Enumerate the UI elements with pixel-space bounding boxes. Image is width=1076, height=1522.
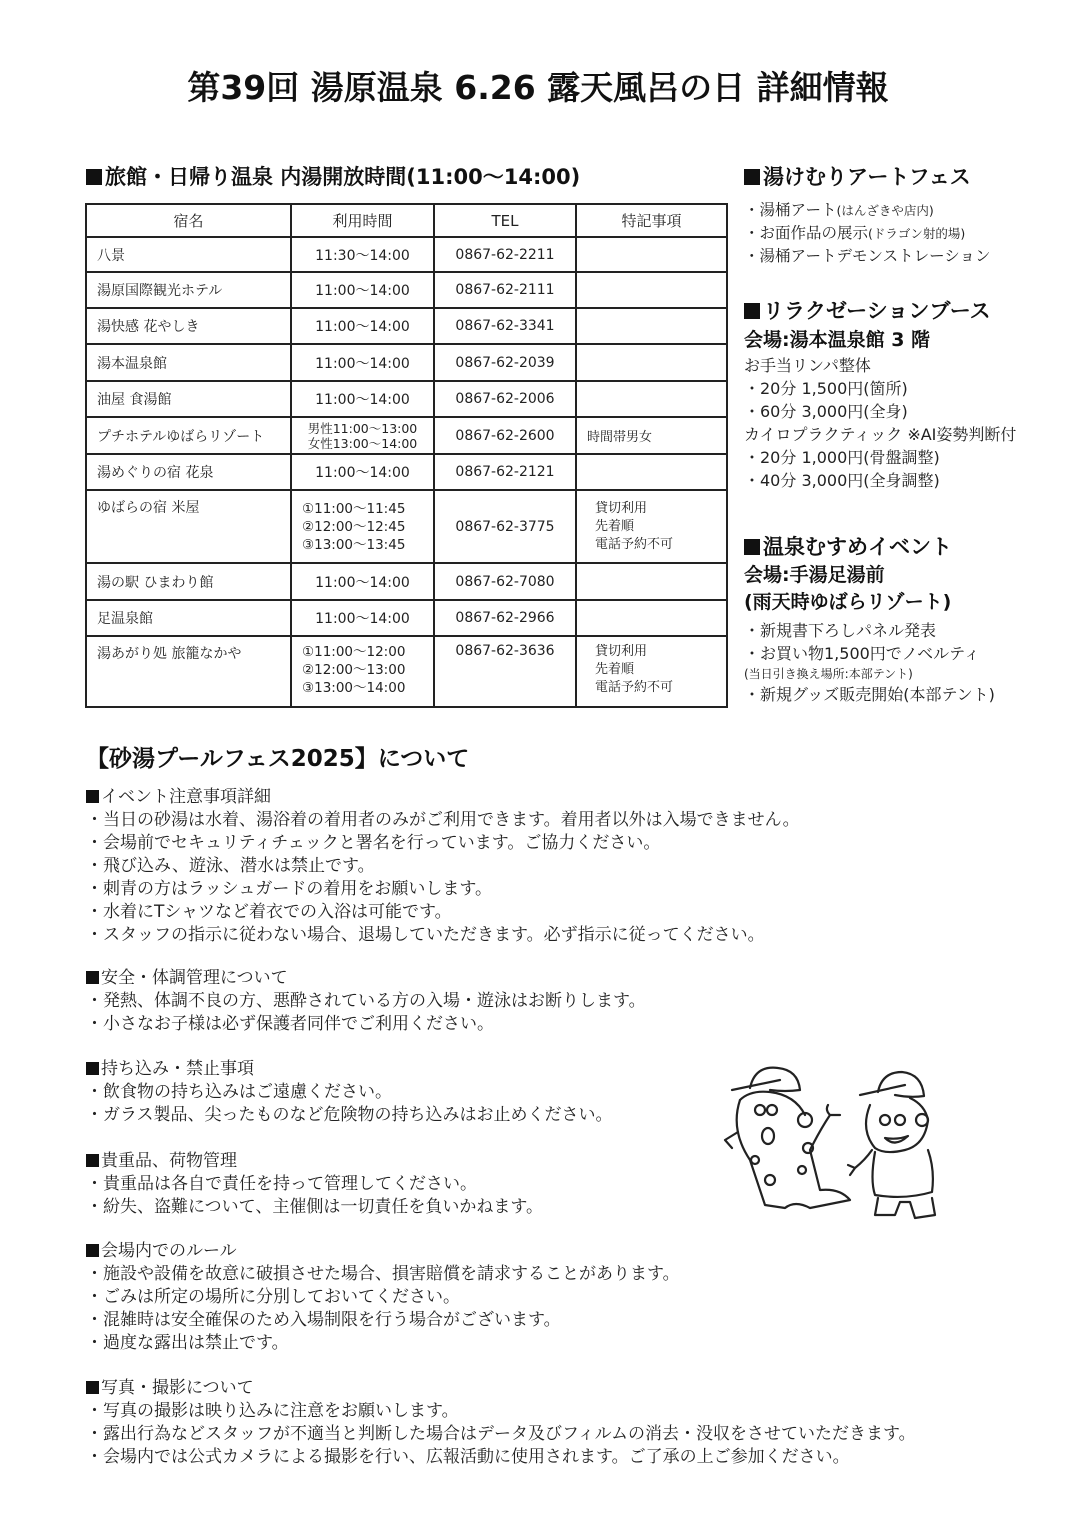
time-line: ③13:00〜13:45 — [302, 536, 406, 553]
art-fes-heading-text: 湯けむりアートフェス — [763, 165, 971, 189]
item-text: ・湯桶アート — [744, 201, 837, 219]
safety-heading — [86, 967, 646, 990]
notice-line: ・飛び込み、遊泳、潜水は禁止です。 — [86, 856, 375, 876]
table-row — [86, 381, 727, 417]
notice-section — [86, 786, 800, 947]
cell-name: 油屋 食湯館 — [86, 381, 291, 417]
prohibited-heading — [86, 1058, 613, 1081]
cell-time: 11:00〜14:00 — [291, 600, 434, 636]
cell-time — [291, 636, 434, 707]
table-row — [86, 417, 727, 454]
notice-line: ・水着にTシャツなど着衣での入浴は可能です。 — [86, 902, 452, 922]
cell-name: 湯原国際観光ホテル — [86, 272, 291, 308]
table-row — [86, 600, 727, 636]
notice-line: ・ごみは所定の場所に分別しておいてください。 — [86, 1287, 460, 1307]
column-header-note: 特記事項 — [576, 204, 727, 237]
cell-name: 足温泉館 — [86, 600, 291, 636]
list-item: ・60分 3,000円(全身) — [744, 402, 908, 421]
relax-booth-body — [744, 327, 1044, 492]
list-item-note: (当日引き換え場所:本部テント) — [744, 667, 913, 681]
cell-note — [576, 563, 727, 600]
column-header-time: 利用時間 — [291, 204, 434, 237]
onsen-heading-text: 旅館・日帰り温泉 内湯開放時間(11:00〜14:00) — [105, 165, 581, 189]
cell-time: 11:00〜14:00 — [291, 308, 434, 344]
cell-name: 湯の駅 ひまわり館 — [86, 563, 291, 600]
list-item: ・新規書下ろしパネル発表 — [744, 621, 937, 640]
column-header-tel: TEL — [434, 204, 576, 237]
cell-note — [576, 272, 727, 308]
valuables-heading — [86, 1150, 543, 1173]
notice-heading — [86, 786, 800, 809]
time-line: 男性11:00〜13:00 — [307, 420, 418, 436]
cell-time — [291, 490, 434, 563]
art-fes-list — [744, 199, 1044, 268]
cell-tel: 0867-62-2111 — [434, 272, 576, 308]
list-item — [744, 222, 1044, 245]
list-item: カイロプラクティック ※AI姿勢判断付 — [744, 425, 1017, 444]
time-line: ①11:00〜12:00 — [302, 644, 406, 660]
list-item: ・20分 1,500円(箇所) — [744, 379, 908, 398]
notice-line: ・露出行為などスタッフが不適当と判断した場合はデータ及びフィルムの消去・没収をさせていただきます。 — [86, 1424, 916, 1444]
item-subtext: (ドラゴン射的場) — [868, 226, 966, 241]
notice-line: ・会場内では公式カメラによる撮影を行い、広報活動に使用されます。ご了承の上ご参加ください。 — [86, 1447, 850, 1467]
cell-tel: 0867-62-2039 — [434, 344, 576, 381]
item-subtext: (はんざきや店内) — [836, 203, 934, 218]
musume-event-heading — [744, 531, 952, 561]
notice-line: ・小さなお子様は必ず保護者同伴でご利用ください。 — [86, 1014, 494, 1034]
square-bullet-icon — [744, 303, 760, 319]
cell-time: 11:00〜14:00 — [291, 344, 434, 381]
cell-time: 11:00〜14:00 — [291, 272, 434, 308]
cell-name: プチホテルゆばらリゾート — [86, 417, 291, 454]
cell-name: 湯あがり処 旅籠なかや — [86, 636, 291, 707]
cell-time — [291, 417, 434, 454]
notice-line: ・刺青の方はラッシュガードの着用をお願いします。 — [86, 879, 492, 899]
time-line: ①11:00〜11:45 — [302, 500, 406, 517]
notice-line: ・スタッフの指示に従わない場合、退場していただきます。必ず指示に従ってください。 — [86, 925, 765, 945]
cell-note — [576, 600, 727, 636]
square-bullet-icon — [744, 169, 760, 185]
cell-note — [576, 308, 727, 344]
cell-note — [576, 636, 727, 707]
note-line: 電話予約不可 — [595, 680, 674, 695]
cell-name: 湯めぐりの宿 花泉 — [86, 454, 291, 490]
notice-line: ・ガラス製品、尖ったものなど危険物の持ち込みはお止めください。 — [86, 1105, 613, 1125]
notice-line: ・紛失、盗難について、主催側は一切責任を負いかねます。 — [86, 1197, 543, 1217]
list-item: ・20分 1,000円(骨盤調整) — [744, 448, 940, 467]
cell-time: 11:00〜14:00 — [291, 381, 434, 417]
notice-line: ・写真の撮影は映り込みに注意をお願いします。 — [86, 1401, 459, 1421]
notice-line: ・当日の砂湯は水着、湯浴着の着用者のみがご利用できます。着用者以外は入場できません。 — [86, 810, 800, 830]
musume-venue-rain: (雨天時ゆばらリゾート) — [744, 591, 952, 613]
time-line: ②12:00〜12:45 — [302, 518, 406, 535]
note-line: 貸切利用 — [595, 500, 648, 516]
relax-booth-heading — [744, 295, 991, 325]
item-text: ・お面作品の展示 — [744, 224, 869, 242]
cell-time: 11:30〜14:00 — [291, 237, 434, 272]
rules-section — [86, 1240, 680, 1355]
cell-note — [576, 344, 727, 381]
square-bullet-icon — [744, 539, 760, 555]
table-row — [86, 454, 727, 490]
relax-venue: 会場:湯本温泉館 3 階 — [744, 329, 931, 351]
cell-name: 八景 — [86, 237, 291, 272]
notice-line: ・混雑時は安全確保のため入場制限を行う場合がございます。 — [86, 1310, 561, 1330]
cell-note: 時間帯男女 — [576, 417, 727, 454]
page-title: 第39回 湯原温泉 6.26 露天風呂の日 詳細情報 — [187, 68, 889, 107]
list-item: ・40分 3,000円(全身調整) — [744, 471, 940, 490]
cell-tel: 0867-62-2600 — [434, 417, 576, 454]
heading-text: 安全・体調管理について — [101, 968, 288, 988]
musume-venue: 会場:手湯足湯前 — [744, 564, 885, 586]
cell-tel: 0867-62-2966 — [434, 600, 576, 636]
prohibited-section — [86, 1058, 613, 1127]
square-bullet-icon — [86, 1244, 99, 1257]
notice-line: ・飲食物の持ち込みはご遠慮ください。 — [86, 1082, 392, 1102]
notice-line: ・会場前でセキュリティチェックと署名を行っています。ご協力ください。 — [86, 833, 661, 853]
square-bullet-icon — [86, 1381, 99, 1394]
cell-tel: 0867-62-3341 — [434, 308, 576, 344]
square-bullet-icon — [86, 971, 99, 984]
onsen-section-heading — [86, 161, 580, 191]
time-line: 女性13:00〜14:00 — [307, 435, 418, 451]
onsen-table — [85, 203, 728, 708]
photo-heading — [86, 1377, 916, 1400]
notice-line: ・貴重品は各自で責任を持って管理してください。 — [86, 1174, 477, 1194]
column-header-name: 宿名 — [86, 204, 291, 237]
cell-tel: 0867-62-3775 — [434, 490, 576, 563]
note-line: 先着順 — [595, 518, 635, 534]
time-line: ③13:00〜14:00 — [302, 680, 406, 696]
cell-tel: 0867-62-2211 — [434, 237, 576, 272]
cell-time: 11:00〜14:00 — [291, 563, 434, 600]
safety-section — [86, 967, 646, 1036]
heading-text: 持ち込み・禁止事項 — [101, 1059, 254, 1079]
cell-note — [576, 454, 727, 490]
mascot-characters-icon — [710, 1060, 940, 1230]
cell-time: 11:00〜14:00 — [291, 454, 434, 490]
note-line: 貸切利用 — [595, 644, 648, 659]
musume-event-body — [744, 562, 1044, 706]
square-bullet-icon — [86, 1154, 99, 1167]
list-item: ・新規グッズ販売開始(本部テント) — [744, 685, 995, 704]
musume-heading-text: 温泉むすめイベント — [763, 535, 952, 559]
heading-text: イベント注意事項詳細 — [101, 787, 271, 807]
relax-heading-text: リラクゼーションブース — [763, 299, 991, 323]
list-item: ・お買い物1,500円でノベルティ — [744, 644, 980, 663]
heading-text: 写真・撮影について — [101, 1378, 254, 1398]
table-row — [86, 308, 727, 344]
list-item: お手当リンパ整体 — [744, 356, 871, 375]
table-row — [86, 636, 727, 707]
art-fes-heading — [744, 161, 971, 191]
table-row — [86, 344, 727, 381]
table-row — [86, 490, 727, 563]
cell-note — [576, 490, 727, 563]
cell-tel: 0867-62-2006 — [434, 381, 576, 417]
cell-note — [576, 381, 727, 417]
note-line: 電話予約不可 — [595, 536, 674, 552]
cell-note — [576, 237, 727, 272]
cell-tel: 0867-62-3636 — [434, 636, 576, 707]
square-bullet-icon — [86, 169, 102, 185]
table-row — [86, 237, 727, 272]
pool-fes-title: 【砂湯プールフェス2025】について — [86, 746, 470, 772]
table-header-row — [86, 204, 727, 237]
note-line: 先着順 — [595, 662, 635, 677]
item-text: ・湯桶アートデモンストレーション — [744, 247, 991, 265]
cell-tel: 0867-62-2121 — [434, 454, 576, 490]
photo-section — [86, 1377, 916, 1469]
cell-name: 湯快感 花やしき — [86, 308, 291, 344]
list-item — [744, 245, 1044, 268]
rules-heading — [86, 1240, 680, 1263]
cell-tel: 0867-62-7080 — [434, 563, 576, 600]
cell-name: 湯本温泉館 — [86, 344, 291, 381]
heading-text: 貴重品、荷物管理 — [101, 1151, 237, 1171]
list-item — [744, 199, 1044, 222]
square-bullet-icon — [86, 1062, 99, 1075]
cell-name: ゆばらの宿 米屋 — [86, 490, 291, 563]
notice-line: ・過度な露出は禁止です。 — [86, 1333, 289, 1353]
heading-text: 会場内でのルール — [101, 1241, 237, 1261]
square-bullet-icon — [86, 790, 99, 803]
table-row — [86, 272, 727, 308]
notice-line: ・発熱、体調不良の方、悪酔されている方の入場・遊泳はお断りします。 — [86, 991, 646, 1011]
table-row — [86, 563, 727, 600]
time-line: ②12:00〜13:00 — [302, 662, 406, 678]
valuables-section — [86, 1150, 543, 1219]
notice-line: ・施設や設備を故意に破損させた場合、損害賠償を請求することがあります。 — [86, 1264, 680, 1284]
